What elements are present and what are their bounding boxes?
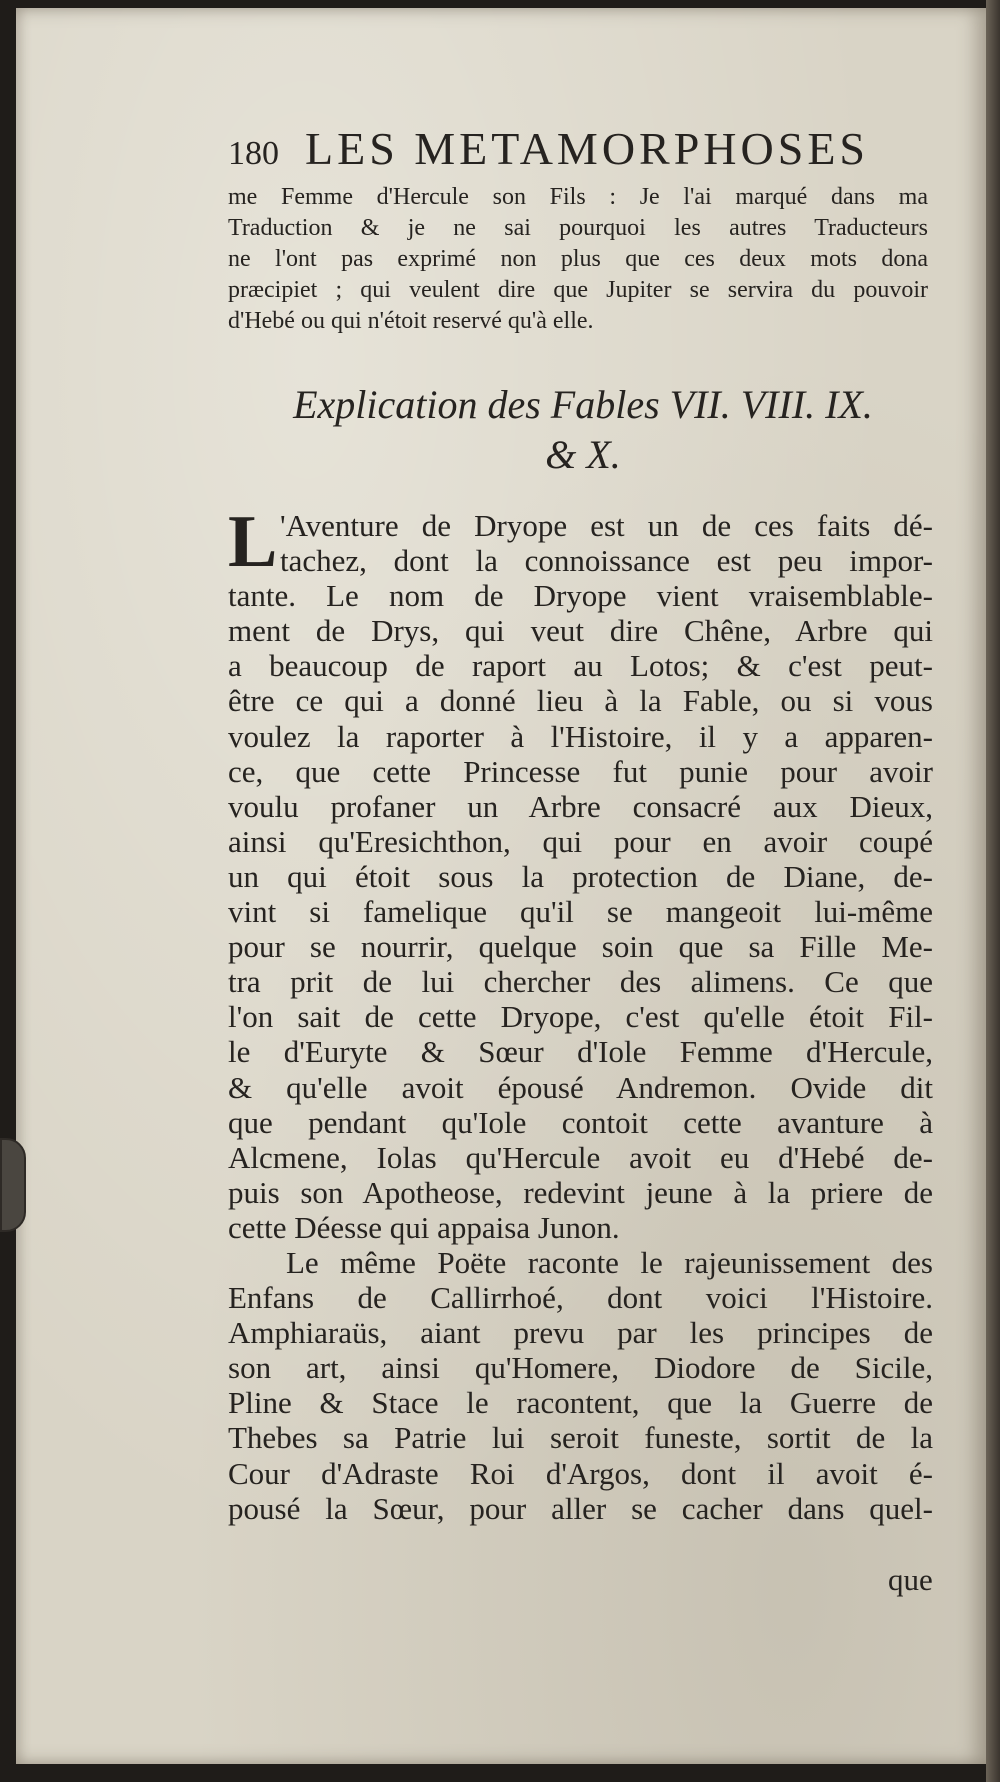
catchword: que (888, 1562, 933, 1597)
body-line: que pendant qu'Iole contoit cette avanture à (228, 1104, 933, 1140)
note-line: me Femme d'Hercule son Fils : Je l'ai marqué dans ma (228, 184, 928, 210)
body-line: a beaucoup de raport au Lotos; & c'est peut- (228, 648, 933, 684)
body-line: tante. Le nom de Dryope vient vraisemblable- (228, 578, 933, 614)
body-line: voulez la raporter à l'Histoire, il y a apparen- (228, 718, 933, 754)
running-title: LES METAMORPHOSES (305, 123, 870, 174)
body-line: ainsi qu'Eresichthon, qui pour en avoir coupé (228, 823, 933, 859)
heading-line: & X. (545, 432, 621, 477)
body-line: Le même Poëte raconte le rajeunissement des (286, 1244, 933, 1280)
body-line: l'on sait de cette Dryope, c'est qu'elle étoit Fil- (228, 999, 933, 1035)
body-line: & qu'elle avoit épousé Andremon. Ovide dit (228, 1069, 933, 1105)
body-line: être ce qui a donné lieu à la Fable, ou si vous (228, 683, 933, 719)
note-line: præcipiet ; qui veulent dire que Jupiter se servira du pouvoir (228, 277, 928, 303)
body-line: tachez, dont la connoissance est peu impor- (280, 543, 933, 579)
page-number: 180 (228, 135, 279, 172)
body-line: Alcmene, Iolas qu'Hercule avoit eu d'Hebé de- (228, 1139, 933, 1175)
body-line: un qui étoit sous la protection de Diane, de- (228, 858, 933, 894)
body-line: pour se nourrir, quelque soin que sa Fille Me- (228, 929, 933, 965)
body-line: vint si famelique qu'il se mangeoit lui-même (228, 894, 933, 930)
running-head (228, 122, 928, 175)
body-line: ment de Drys, qui veut dire Chêne, Arbre qui (228, 613, 933, 649)
body-line: 'Aventure de Dryope est un de ces faits dé- (280, 508, 933, 543)
body-line: cette Déesse qui appaisa Junon. (228, 1209, 620, 1245)
footnote-continuation (228, 182, 928, 337)
note-line: d'Hebé ou qui n'étoit reservé qu'à elle. (228, 308, 594, 334)
body-line: Cour d'Adraste Roi d'Argos, dont il avoit é- (228, 1455, 933, 1491)
body-line: son art, ainsi qu'Homere, Diodore de Sicile, (228, 1350, 933, 1386)
body-line: Amphiaraüs, aiant prevu par les principes de (228, 1315, 933, 1351)
note-line: ne l'ont pas exprimé non plus que ces deux mots dona (228, 246, 928, 272)
body-line: Pline & Stace le racontent, que la Guerre de (228, 1385, 933, 1421)
binding-tab (0, 1138, 26, 1232)
body-line: le d'Euryte & Sœur d'Iole Femme d'Hercule, (228, 1034, 933, 1070)
note-line: Traduction & je ne sai pourquoi les autres Traducteurs (228, 215, 928, 241)
body-line: pousé la Sœur, pour aller se cacher dans quel- (228, 1490, 933, 1526)
body-line: tra prit de lui chercher des alimens. Ce que (228, 964, 933, 1000)
body-line: Enfans de Callirrhoé, dont voici l'Histoire. (228, 1280, 933, 1316)
section-heading (228, 380, 938, 480)
heading-line: Explication des Fables VII. VIII. IX. (293, 382, 873, 427)
page-edge (986, 0, 1000, 1782)
body-line: puis son Apotheose, redevint jeune à la priere de (228, 1174, 933, 1210)
body-line: Thebes sa Patrie lui seroit funeste, sortit de la (228, 1420, 933, 1456)
drop-cap: L (228, 501, 278, 583)
body-line: ce, que cette Princesse fut punie pour avoir (228, 753, 933, 789)
body-text (228, 501, 933, 1526)
body-line: voulu profaner un Arbre consacré aux Dieux, (228, 788, 933, 824)
